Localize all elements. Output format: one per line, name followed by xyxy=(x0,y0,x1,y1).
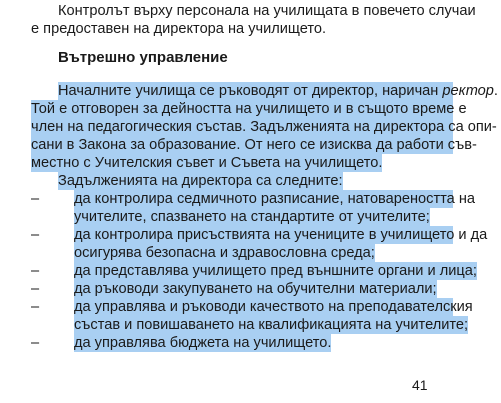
paragraph-line-1 xyxy=(58,82,498,100)
paragraph-line-1-text: Началните училища се ръководят от директор, наричан xyxy=(58,83,443,99)
paragraph-line-1-end: . xyxy=(493,83,498,99)
list-dash: – xyxy=(31,299,40,315)
list-item-line: да представлява училището пред външните органи и лица; xyxy=(74,263,477,279)
list-item-line: осигурява безопасна и здравословна среда; xyxy=(74,245,375,261)
paragraph-italic-term: ректор xyxy=(442,83,494,99)
list-item-line: да контролира присъствията на учениците в училището и да xyxy=(74,227,488,243)
list-item-line: да управлява и ръководи качеството на преподавателския xyxy=(74,299,473,315)
page-number: 41 xyxy=(412,377,428,393)
list-item-line: учителите, спазването на стандартите от учителите; xyxy=(74,209,430,225)
list-dash: – xyxy=(31,263,40,279)
list-item-line: състав и повишаването на квалификацията на учителите; xyxy=(74,317,469,333)
list-dash: – xyxy=(31,191,40,207)
list-item-line: да управлява бюджета на училището. xyxy=(74,335,332,351)
duties-intro: Задълженията на директора са следните: xyxy=(58,173,343,189)
intro-line-2: е предоставен на директора на училището. xyxy=(31,21,327,37)
paragraph-line-2: Той е отговорен за дейността на училището и в същото време е xyxy=(31,101,467,117)
paragraph-line-3: член на педагогическия състав. Задълженията на директора са опи- xyxy=(31,119,497,135)
paragraph-line-4: сани в Закона за образование. От него се изисква да работи съв- xyxy=(31,137,477,153)
list-dash: – xyxy=(31,227,40,243)
intro-line-1: Контролът върху персонала на училищата в повечето случаи xyxy=(58,3,476,19)
list-item-line: да ръководи закупуването на обучителни материали; xyxy=(74,281,437,297)
section-heading: Вътрешно управление xyxy=(58,49,228,66)
list-item-line: да контролира седмичното разписание, натовареността на xyxy=(74,191,476,207)
list-dash: – xyxy=(31,335,40,351)
paragraph-line-5: местно с Учителския съвет и Съвета на училището. xyxy=(31,155,383,171)
list-dash: – xyxy=(31,281,40,297)
